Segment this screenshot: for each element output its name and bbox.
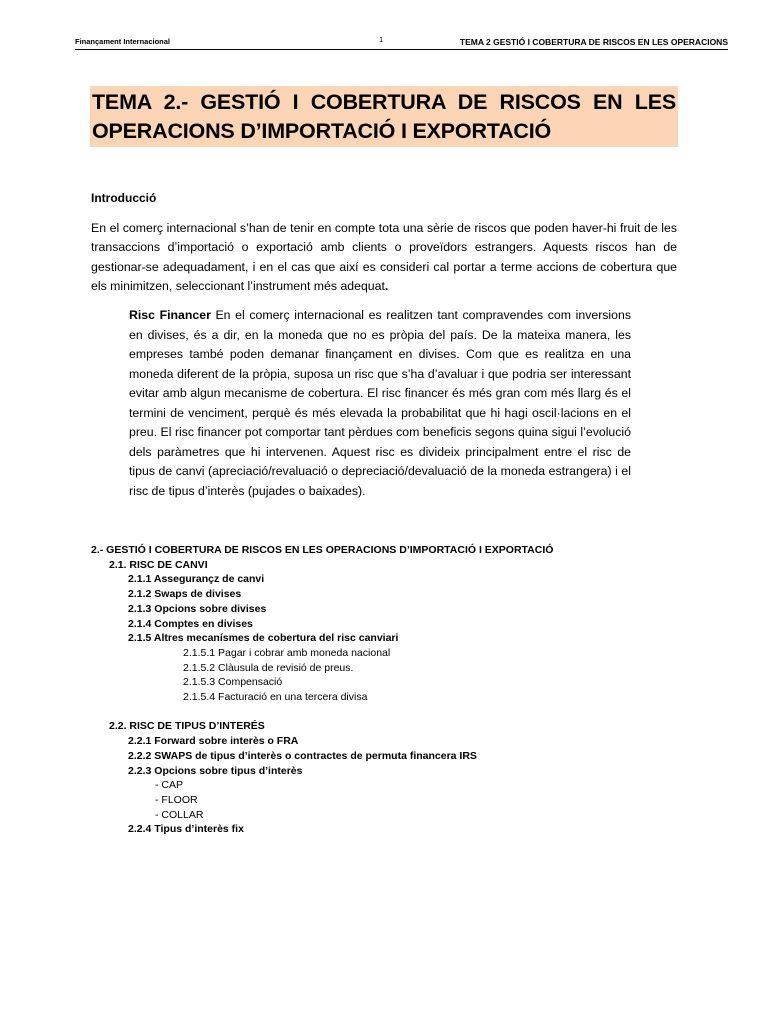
toc-spacer xyxy=(91,705,691,720)
toc-item: 2.1.2 Swaps de divises xyxy=(128,588,242,601)
toc-item: 2.2.2 SWAPS de tipus d’interès o contractes de permuta financera IRS xyxy=(128,749,477,762)
toc-item: 2.1.5.1 Pagar i cobrar amb moneda nacional xyxy=(183,646,391,659)
toc-item: - FLOOR xyxy=(155,793,198,806)
financial-risk-paragraph xyxy=(129,306,631,501)
header-chapter-title: TEMA 2 GESTIÓ I COBERTURA DE RISCOS EN LES OPERACIONS xyxy=(459,37,728,47)
table-of-contents xyxy=(91,543,691,837)
page-header xyxy=(75,35,728,50)
toc-item: 2.1.5.4 Facturació en una tercera divisa xyxy=(183,691,368,704)
toc-item: 2.2. RISC DE TIPUS D’INTERÉS xyxy=(109,720,265,733)
toc-item: 2.1.5.2 Clàusula de revisió de preus. xyxy=(183,661,354,674)
toc-item: 2.1.3 Opcions sobre divises xyxy=(128,602,267,615)
financial-risk-text: En el comerç internacional es realitzen tant compravendes com inversions en divises, és a dir, en la moneda que no es pròpia del país. De la mateixa manera, les empreses també poden demanar finançament en divises. Com que es realitza en una moneda diferent de la pròpia, suposa un risc que s’ha d’avaluar i que podria ser interessant evitar amb algun mecanisme de cobertura. El risc financer és més gran com més llarg és el termini de venciment, perquè és més elevada la probabilitat que hi hagi oscil·lacions en el preu. El risc financer pot comportar tant pèrdues com beneficis segons quina sigui l’evolució dels paràmetres que hi intervenen. Aquest risc es divideix principalment entre el risc de tipus de canvi (apreciació/revaluació o depreciació/devaluació de la moneda estrangera) i el risc de tipus d’interès (pujades o baixades). xyxy=(129,308,631,498)
toc-item: 2.1. RISC DE CANVI xyxy=(109,558,208,571)
toc-item: 2.2.3 Opcions sobre tipus d’interès xyxy=(128,764,303,777)
chapter-title: TEMA 2.- GESTIÓ I COBERTURA DE RISCOS EN LES OPERACIONS D’IMPORTACIÓ I EXPORTACIÓ xyxy=(92,90,676,143)
intro-end: . xyxy=(384,279,389,294)
toc-item: 2.- GESTIÓ I COBERTURA DE RISCOS EN LES OPERACIONS D’IMPORTACIÓ I EXPORTACIÓ xyxy=(91,544,554,556)
toc-item: 2.1.5 Altres mecanísmes de cobertura del risc canviari xyxy=(128,632,399,645)
toc-item: - COLLAR xyxy=(155,808,204,821)
financial-risk-lead: Risc Financer xyxy=(129,308,211,322)
toc-item: 2.2.1 Forward sobre interès o FRA xyxy=(128,735,299,748)
header-page-number: 1 xyxy=(379,35,384,44)
toc-item: - CAP xyxy=(155,779,184,792)
toc-item: 2.1.4 Comptes en divises xyxy=(128,617,253,630)
chapter-title-box xyxy=(90,86,678,147)
intro-text: En el comerç internacional s’han de tenir en compte tota una sèrie de riscos que poden haver-hi fruit de les transaccions d’importació o exportació amb clients o proveïdors estrangers. Aquests riscos han de gestionar-se adequadament, i en el cas que així es consideri cal portar a terme accions de cobertura que els minimitzen, seleccionant l’instrument més adequat xyxy=(91,221,677,294)
header-course-name: Finançament Internacional xyxy=(75,37,171,46)
toc-item: 2.1.1 Assegurançz de canvi xyxy=(128,573,265,586)
toc-item: 2.1.5.3 Compensació xyxy=(183,676,283,689)
toc-item: 2.2.4 Tipus d’interès fix xyxy=(128,823,244,836)
intro-paragraph xyxy=(91,219,677,297)
intro-heading: Introducció xyxy=(91,191,157,205)
